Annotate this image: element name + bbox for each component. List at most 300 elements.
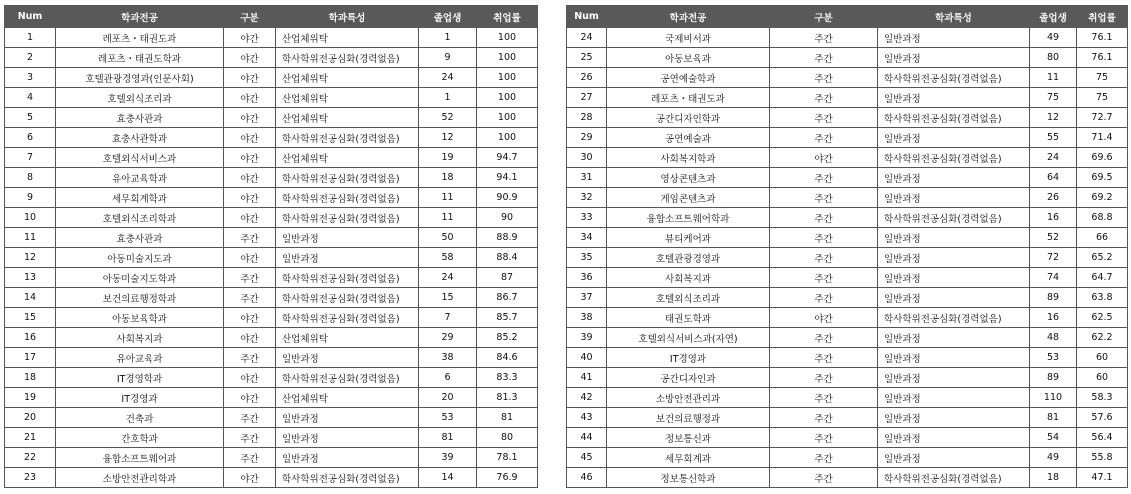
table-row bbox=[567, 408, 1128, 428]
cell-characteristic: 학사학위전공심화(경력없음) bbox=[276, 48, 419, 68]
cell-num: 1 bbox=[5, 28, 56, 48]
cell-division: 야간 bbox=[224, 68, 276, 88]
cell-department: 레포츠・태권도과 bbox=[56, 28, 224, 48]
cell-division: 야간 bbox=[224, 188, 276, 208]
cell-graduates: 38 bbox=[419, 348, 477, 368]
table-row bbox=[567, 368, 1128, 388]
cell-employment-rate: 90 bbox=[477, 208, 538, 228]
cell-num: 22 bbox=[5, 448, 56, 468]
cell-characteristic: 산업체위탁 bbox=[276, 388, 419, 408]
cell-graduates: 55 bbox=[1030, 128, 1077, 148]
cell-department: 호텔관광경영과 bbox=[607, 248, 770, 268]
cell-graduates: 52 bbox=[1030, 228, 1077, 248]
cell-division: 야간 bbox=[224, 148, 276, 168]
table-row bbox=[567, 428, 1128, 448]
cell-num: 21 bbox=[5, 428, 56, 448]
cell-division: 야간 bbox=[224, 128, 276, 148]
cell-graduates: 89 bbox=[1030, 368, 1077, 388]
cell-department: 소방안전관리과 bbox=[607, 388, 770, 408]
cell-division: 야간 bbox=[224, 168, 276, 188]
cell-num: 35 bbox=[567, 248, 607, 268]
cell-department: 호텔관광경영과(인문사회) bbox=[56, 68, 224, 88]
cell-num: 27 bbox=[567, 88, 607, 108]
table-row bbox=[5, 248, 538, 268]
cell-employment-rate: 83.3 bbox=[477, 368, 538, 388]
cell-division: 야간 bbox=[224, 108, 276, 128]
cell-num: 30 bbox=[567, 148, 607, 168]
cell-characteristic: 학사학위전공심화(경력없음) bbox=[276, 368, 419, 388]
cell-division: 주간 bbox=[770, 348, 878, 368]
cell-graduates: 54 bbox=[1030, 428, 1077, 448]
cell-division: 야간 bbox=[224, 208, 276, 228]
cell-employment-rate: 68.8 bbox=[1077, 208, 1128, 228]
cell-num: 10 bbox=[5, 208, 56, 228]
cell-division: 주간 bbox=[770, 108, 878, 128]
cell-division: 야간 bbox=[224, 28, 276, 48]
cell-employment-rate: 76.9 bbox=[477, 468, 538, 488]
cell-department: 유아교육학과 bbox=[56, 168, 224, 188]
header-row bbox=[5, 6, 538, 28]
cell-num: 42 bbox=[567, 388, 607, 408]
cell-graduates: 53 bbox=[419, 408, 477, 428]
cell-num: 9 bbox=[5, 188, 56, 208]
cell-department: 공간디자인과 bbox=[607, 368, 770, 388]
cell-employment-rate: 71.4 bbox=[1077, 128, 1128, 148]
cell-division: 야간 bbox=[770, 308, 878, 328]
cell-employment-rate: 47.1 bbox=[1077, 468, 1128, 488]
header-graduates: 졸업생 bbox=[1030, 6, 1077, 28]
cell-characteristic: 산업체위탁 bbox=[276, 108, 419, 128]
cell-num: 8 bbox=[5, 168, 56, 188]
table-row bbox=[5, 408, 538, 428]
table-row bbox=[567, 468, 1128, 488]
cell-department: IT경영과 bbox=[56, 388, 224, 408]
cell-department: 보건의료행정과 bbox=[607, 408, 770, 428]
header-num: Num bbox=[567, 6, 607, 28]
cell-division: 주간 bbox=[770, 408, 878, 428]
cell-department: 뷰티케어과 bbox=[607, 228, 770, 248]
cell-division: 주간 bbox=[770, 428, 878, 448]
table-row bbox=[567, 448, 1128, 468]
cell-division: 야간 bbox=[224, 88, 276, 108]
cell-employment-rate: 86.7 bbox=[477, 288, 538, 308]
cell-characteristic: 학사학위전공심화(경력없음) bbox=[878, 468, 1030, 488]
table-row bbox=[5, 228, 538, 248]
cell-num: 46 bbox=[567, 468, 607, 488]
cell-employment-rate: 84.6 bbox=[477, 348, 538, 368]
cell-graduates: 12 bbox=[1030, 108, 1077, 128]
cell-graduates: 1 bbox=[419, 88, 477, 108]
header-num: Num bbox=[5, 6, 56, 28]
cell-department: 사회복지과 bbox=[607, 268, 770, 288]
cell-division: 주간 bbox=[770, 448, 878, 468]
cell-characteristic: 학사학위전공심화(경력없음) bbox=[276, 288, 419, 308]
cell-employment-rate: 100 bbox=[477, 88, 538, 108]
cell-employment-rate: 66 bbox=[1077, 228, 1128, 248]
cell-characteristic: 학사학위전공심화(경력없음) bbox=[276, 188, 419, 208]
cell-num: 23 bbox=[5, 468, 56, 488]
cell-employment-rate: 57.6 bbox=[1077, 408, 1128, 428]
header-department: 학과전공 bbox=[56, 6, 224, 28]
cell-division: 주간 bbox=[770, 468, 878, 488]
cell-graduates: 15 bbox=[419, 288, 477, 308]
header-graduates: 졸업생 bbox=[419, 6, 477, 28]
cell-num: 24 bbox=[567, 28, 607, 48]
cell-characteristic: 학사학위전공심화(경력없음) bbox=[276, 128, 419, 148]
cell-division: 야간 bbox=[224, 388, 276, 408]
cell-graduates: 9 bbox=[419, 48, 477, 68]
cell-department: 보건의료행정학과 bbox=[56, 288, 224, 308]
cell-num: 12 bbox=[5, 248, 56, 268]
cell-num: 3 bbox=[5, 68, 56, 88]
table-row bbox=[567, 148, 1128, 168]
cell-num: 36 bbox=[567, 268, 607, 288]
cell-employment-rate: 62.5 bbox=[1077, 308, 1128, 328]
cell-division: 주간 bbox=[224, 268, 276, 288]
table-row bbox=[5, 108, 538, 128]
cell-num: 32 bbox=[567, 188, 607, 208]
cell-division: 주간 bbox=[224, 448, 276, 468]
cell-characteristic: 학사학위전공심화(경력없음) bbox=[878, 308, 1030, 328]
cell-department: 효충사관과 bbox=[56, 228, 224, 248]
header-characteristic: 학과특성 bbox=[878, 6, 1030, 28]
cell-graduates: 74 bbox=[1030, 268, 1077, 288]
cell-department: 영상콘텐츠과 bbox=[607, 168, 770, 188]
cell-department: 호텔외식조리학과 bbox=[56, 208, 224, 228]
cell-graduates: 49 bbox=[1030, 28, 1077, 48]
cell-department: 유아교육과 bbox=[56, 348, 224, 368]
cell-characteristic: 학사학위전공심화(경력없음) bbox=[878, 148, 1030, 168]
cell-employment-rate: 100 bbox=[477, 68, 538, 88]
cell-department: 세무회계과 bbox=[607, 448, 770, 468]
table-row bbox=[5, 168, 538, 188]
cell-characteristic: 학사학위전공심화(경력없음) bbox=[878, 108, 1030, 128]
cell-num: 28 bbox=[567, 108, 607, 128]
cell-graduates: 20 bbox=[419, 388, 477, 408]
cell-characteristic: 학사학위전공심화(경력없음) bbox=[878, 208, 1030, 228]
cell-num: 34 bbox=[567, 228, 607, 248]
cell-graduates: 48 bbox=[1030, 328, 1077, 348]
cell-division: 주간 bbox=[770, 368, 878, 388]
cell-division: 주간 bbox=[770, 68, 878, 88]
cell-department: 호텔외식서비스과(자연) bbox=[607, 328, 770, 348]
cell-division: 주간 bbox=[770, 268, 878, 288]
cell-employment-rate: 76.1 bbox=[1077, 48, 1128, 68]
table-row bbox=[5, 468, 538, 488]
cell-department: 아동보육과 bbox=[607, 48, 770, 68]
table-row bbox=[5, 368, 538, 388]
cell-division: 주간 bbox=[770, 288, 878, 308]
cell-division: 주간 bbox=[770, 48, 878, 68]
cell-employment-rate: 58.3 bbox=[1077, 388, 1128, 408]
cell-division: 주간 bbox=[770, 248, 878, 268]
cell-characteristic: 일반과정 bbox=[276, 228, 419, 248]
cell-employment-rate: 100 bbox=[477, 108, 538, 128]
cell-characteristic: 산업체위탁 bbox=[276, 68, 419, 88]
cell-characteristic: 일반과정 bbox=[878, 348, 1030, 368]
cell-characteristic: 학사학위전공심화(경력없음) bbox=[878, 68, 1030, 88]
table-row bbox=[567, 268, 1128, 288]
cell-employment-rate: 85.2 bbox=[477, 328, 538, 348]
cell-graduates: 18 bbox=[1030, 468, 1077, 488]
cell-num: 41 bbox=[567, 368, 607, 388]
cell-employment-rate: 88.4 bbox=[477, 248, 538, 268]
table-row bbox=[567, 28, 1128, 48]
cell-num: 14 bbox=[5, 288, 56, 308]
table-row bbox=[567, 388, 1128, 408]
cell-graduates: 11 bbox=[1030, 68, 1077, 88]
cell-graduates: 49 bbox=[1030, 448, 1077, 468]
cell-department: 간호학과 bbox=[56, 428, 224, 448]
cell-division: 주간 bbox=[770, 88, 878, 108]
employment-table-left bbox=[4, 5, 538, 488]
cell-graduates: 6 bbox=[419, 368, 477, 388]
table-row bbox=[567, 128, 1128, 148]
cell-num: 26 bbox=[567, 68, 607, 88]
table-row bbox=[5, 268, 538, 288]
cell-division: 주간 bbox=[770, 388, 878, 408]
cell-characteristic: 일반과정 bbox=[878, 248, 1030, 268]
cell-graduates: 39 bbox=[419, 448, 477, 468]
cell-division: 야간 bbox=[224, 368, 276, 388]
cell-characteristic: 일반과정 bbox=[878, 88, 1030, 108]
cell-characteristic: 일반과정 bbox=[878, 428, 1030, 448]
cell-num: 15 bbox=[5, 308, 56, 328]
cell-num: 20 bbox=[5, 408, 56, 428]
header-row bbox=[567, 6, 1128, 28]
header-employment-rate: 취업률 bbox=[477, 6, 538, 28]
cell-department: 레포츠・태권도과 bbox=[607, 88, 770, 108]
table-row bbox=[5, 68, 538, 88]
cell-characteristic: 산업체위탁 bbox=[276, 328, 419, 348]
cell-graduates: 14 bbox=[419, 468, 477, 488]
cell-graduates: 16 bbox=[1030, 308, 1077, 328]
cell-employment-rate: 81 bbox=[477, 408, 538, 428]
table-row bbox=[567, 168, 1128, 188]
cell-graduates: 53 bbox=[1030, 348, 1077, 368]
cell-employment-rate: 60 bbox=[1077, 348, 1128, 368]
cell-employment-rate: 88.9 bbox=[477, 228, 538, 248]
cell-employment-rate: 64.7 bbox=[1077, 268, 1128, 288]
cell-department: IT경영학과 bbox=[56, 368, 224, 388]
table-row bbox=[567, 88, 1128, 108]
cell-graduates: 11 bbox=[419, 188, 477, 208]
cell-department: 세무회계학과 bbox=[56, 188, 224, 208]
header-employment-rate: 취업률 bbox=[1077, 6, 1128, 28]
table-row bbox=[567, 108, 1128, 128]
cell-employment-rate: 63.8 bbox=[1077, 288, 1128, 308]
cell-characteristic: 일반과정 bbox=[276, 408, 419, 428]
cell-employment-rate: 60 bbox=[1077, 368, 1128, 388]
cell-characteristic: 일반과정 bbox=[878, 268, 1030, 288]
cell-employment-rate: 87 bbox=[477, 268, 538, 288]
table-row bbox=[5, 308, 538, 328]
cell-department: 효충사관과 bbox=[56, 108, 224, 128]
cell-num: 4 bbox=[5, 88, 56, 108]
cell-graduates: 75 bbox=[1030, 88, 1077, 108]
cell-graduates: 50 bbox=[419, 228, 477, 248]
table-row bbox=[5, 48, 538, 68]
table-row bbox=[5, 128, 538, 148]
cell-department: 소방안전관리학과 bbox=[56, 468, 224, 488]
cell-employment-rate: 90.9 bbox=[477, 188, 538, 208]
cell-department: 아동미술지도학과 bbox=[56, 268, 224, 288]
cell-department: 융합소프트웨어학과 bbox=[607, 208, 770, 228]
table-row bbox=[567, 328, 1128, 348]
cell-employment-rate: 62.2 bbox=[1077, 328, 1128, 348]
cell-division: 야간 bbox=[224, 248, 276, 268]
cell-graduates: 81 bbox=[419, 428, 477, 448]
cell-characteristic: 일반과정 bbox=[878, 408, 1030, 428]
table-row bbox=[567, 288, 1128, 308]
table-row bbox=[5, 428, 538, 448]
header-department: 학과전공 bbox=[607, 6, 770, 28]
table-row bbox=[567, 48, 1128, 68]
table-row bbox=[567, 248, 1128, 268]
cell-characteristic: 일반과정 bbox=[276, 348, 419, 368]
cell-num: 7 bbox=[5, 148, 56, 168]
cell-employment-rate: 78.1 bbox=[477, 448, 538, 468]
table-row bbox=[567, 228, 1128, 248]
table-row bbox=[5, 328, 538, 348]
table-row bbox=[5, 148, 538, 168]
cell-employment-rate: 94.1 bbox=[477, 168, 538, 188]
cell-characteristic: 학사학위전공심화(경력없음) bbox=[276, 268, 419, 288]
cell-characteristic: 일반과정 bbox=[878, 368, 1030, 388]
cell-characteristic: 학사학위전공심화(경력없음) bbox=[276, 168, 419, 188]
table-row bbox=[567, 68, 1128, 88]
cell-graduates: 12 bbox=[419, 128, 477, 148]
header-characteristic: 학과특성 bbox=[276, 6, 419, 28]
cell-characteristic: 일반과정 bbox=[878, 168, 1030, 188]
cell-employment-rate: 75 bbox=[1077, 88, 1128, 108]
cell-division: 주간 bbox=[224, 228, 276, 248]
cell-department: 공연예술학과 bbox=[607, 68, 770, 88]
cell-characteristic: 일반과정 bbox=[878, 48, 1030, 68]
cell-num: 6 bbox=[5, 128, 56, 148]
cell-department: 정보통신학과 bbox=[607, 468, 770, 488]
table-row bbox=[5, 348, 538, 368]
cell-employment-rate: 69.5 bbox=[1077, 168, 1128, 188]
cell-graduates: 11 bbox=[419, 208, 477, 228]
cell-graduates: 1 bbox=[419, 28, 477, 48]
cell-num: 44 bbox=[567, 428, 607, 448]
cell-employment-rate: 69.2 bbox=[1077, 188, 1128, 208]
cell-department: 공연예술과 bbox=[607, 128, 770, 148]
cell-graduates: 52 bbox=[419, 108, 477, 128]
cell-num: 5 bbox=[5, 108, 56, 128]
cell-characteristic: 일반과정 bbox=[878, 388, 1030, 408]
cell-department: 사회복지과 bbox=[56, 328, 224, 348]
cell-graduates: 18 bbox=[419, 168, 477, 188]
table-row bbox=[5, 188, 538, 208]
cell-graduates: 24 bbox=[419, 268, 477, 288]
cell-department: 아동미술지도과 bbox=[56, 248, 224, 268]
cell-employment-rate: 85.7 bbox=[477, 308, 538, 328]
cell-employment-rate: 100 bbox=[477, 128, 538, 148]
cell-division: 주간 bbox=[224, 348, 276, 368]
cell-num: 11 bbox=[5, 228, 56, 248]
cell-characteristic: 일반과정 bbox=[878, 228, 1030, 248]
cell-employment-rate: 72.7 bbox=[1077, 108, 1128, 128]
cell-characteristic: 일반과정 bbox=[878, 328, 1030, 348]
cell-employment-rate: 76.1 bbox=[1077, 28, 1128, 48]
table-row bbox=[567, 348, 1128, 368]
cell-department: 공간디자인학과 bbox=[607, 108, 770, 128]
cell-division: 주간 bbox=[224, 408, 276, 428]
cell-graduates: 72 bbox=[1030, 248, 1077, 268]
cell-department: IT경영과 bbox=[607, 348, 770, 368]
cell-division: 야간 bbox=[770, 148, 878, 168]
table-row bbox=[5, 88, 538, 108]
cell-department: 정보통신과 bbox=[607, 428, 770, 448]
table-row bbox=[567, 208, 1128, 228]
cell-characteristic: 일반과정 bbox=[878, 448, 1030, 468]
cell-employment-rate: 81.3 bbox=[477, 388, 538, 408]
cell-num: 13 bbox=[5, 268, 56, 288]
table-row bbox=[567, 188, 1128, 208]
cell-division: 주간 bbox=[770, 228, 878, 248]
cell-department: 건축과 bbox=[56, 408, 224, 428]
cell-division: 야간 bbox=[224, 468, 276, 488]
cell-department: 호텔외식조리과 bbox=[56, 88, 224, 108]
cell-characteristic: 학사학위전공심화(경력없음) bbox=[276, 308, 419, 328]
cell-division: 주간 bbox=[224, 288, 276, 308]
cell-num: 37 bbox=[567, 288, 607, 308]
cell-employment-rate: 100 bbox=[477, 28, 538, 48]
cell-num: 18 bbox=[5, 368, 56, 388]
cell-department: 태권도학과 bbox=[607, 308, 770, 328]
cell-division: 야간 bbox=[224, 328, 276, 348]
cell-employment-rate: 75 bbox=[1077, 68, 1128, 88]
cell-division: 주간 bbox=[224, 428, 276, 448]
cell-graduates: 24 bbox=[419, 68, 477, 88]
cell-characteristic: 산업체위탁 bbox=[276, 88, 419, 108]
cell-employment-rate: 94.7 bbox=[477, 148, 538, 168]
cell-graduates: 110 bbox=[1030, 388, 1077, 408]
cell-employment-rate: 100 bbox=[477, 48, 538, 68]
cell-characteristic: 산업체위탁 bbox=[276, 28, 419, 48]
header-division: 구분 bbox=[770, 6, 878, 28]
cell-department: 호텔외식서비스과 bbox=[56, 148, 224, 168]
cell-department: 게임콘텐츠과 bbox=[607, 188, 770, 208]
cell-graduates: 81 bbox=[1030, 408, 1077, 428]
cell-graduates: 29 bbox=[419, 328, 477, 348]
cell-num: 40 bbox=[567, 348, 607, 368]
cell-characteristic: 일반과정 bbox=[878, 128, 1030, 148]
cell-num: 17 bbox=[5, 348, 56, 368]
cell-characteristic: 일반과정 bbox=[276, 448, 419, 468]
table-row bbox=[5, 288, 538, 308]
cell-graduates: 26 bbox=[1030, 188, 1077, 208]
cell-division: 주간 bbox=[770, 208, 878, 228]
cell-graduates: 64 bbox=[1030, 168, 1077, 188]
cell-characteristic: 산업체위탁 bbox=[276, 148, 419, 168]
cell-department: 융합소프트웨어과 bbox=[56, 448, 224, 468]
cell-employment-rate: 80 bbox=[477, 428, 538, 448]
table-row bbox=[5, 28, 538, 48]
cell-characteristic: 학사학위전공심화(경력없음) bbox=[276, 208, 419, 228]
cell-division: 야간 bbox=[224, 48, 276, 68]
cell-num: 19 bbox=[5, 388, 56, 408]
cell-graduates: 16 bbox=[1030, 208, 1077, 228]
cell-department: 사회복지학과 bbox=[607, 148, 770, 168]
cell-employment-rate: 56.4 bbox=[1077, 428, 1128, 448]
cell-department: 아동보육학과 bbox=[56, 308, 224, 328]
cell-employment-rate: 55.8 bbox=[1077, 448, 1128, 468]
cell-num: 16 bbox=[5, 328, 56, 348]
cell-division: 야간 bbox=[224, 308, 276, 328]
